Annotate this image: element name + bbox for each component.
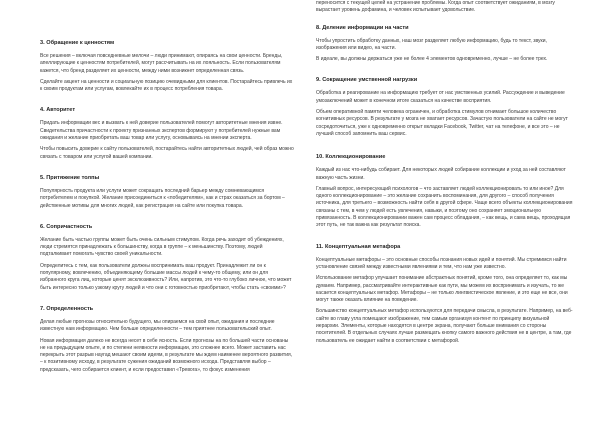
section-heading: 7. Определенность	[40, 305, 94, 312]
section-paragraph: Новая информация далеко не всегда несет в себе ясность. Если прогнозы на по большей части основаны не на предыдущем опыте, и по степени неявности информации, это сложнее всего. Может заставить нас перекрыть этот разрыв наугад мешают своим идеям, в результате мы ждем наименее вероятного развития, – к позитивному исходу, в результате сужения ожиданий возможного исхода. Представляя выбор – предсказать, чего собирается клиент, и если предоставил «Тревога», то фокус изменения	[40, 337, 293, 373]
section-paragraph: Желание быть частью группы может быть очень сильным стимулом. Когда речь заходит об убеждениях, люди стремятся принадлежать к большинству, когда в группе – к меньшинству. Поэтому, людей подталкивает помогать чувство своей уникальности.	[40, 236, 284, 258]
section-paragraph: переносится с текущей целей на устранение проблемы. Когда опыт соответствует ожиданиям, в мозгу вырастает уровень дофамина, и человек испытывает удовольствие.	[316, 0, 555, 14]
section-heading: 6. Сопричастность	[40, 223, 93, 230]
section-paragraph: Каждый из нас что-нибудь собирает. Для некоторых людей собирание коллекции и уход за ней составляют важную часть жизни.	[316, 167, 566, 181]
section-paragraph: Главный вопрос, интересующий психологов – что заставляет людей коллекционировать то или иное? Для одного коллекционирование – это желание сохранить воспоминания, для другого – способ получения источника, для третьего – возможность найти себя в другой сфере. Чаще всего объекты коллекционирования связаны с тем, в чем у людей есть увлечения, навыки, и поэтому оно сохраняет эмоциональную привязанность. В коллекционировании важен сам процесс обладания, – как вещь, и сама вещь, проходящая этот путь, не так важна как результат поиска.	[316, 185, 573, 229]
section-belonging	[40, 224, 295, 292]
section-heading: 9. Сокращение умственной нагрузки	[316, 77, 418, 84]
section-paragraph: Придать информации вес и вызвать к ней доверие пользователей помогут авторитетные мнения извне. Свидетельства причастности к проекту признанных экспертов формируют у потребителей нужные вам ожидания и желание приобретать ваш товар или услугу, основываясь на мнении эксперта.	[40, 120, 283, 142]
section-paragraph: Чтобы повысить доверие к сайту пользователей, постарайтесь найти авторитетных людей, чей образ можно связать с товаром или услугой вашей компании.	[40, 146, 294, 160]
section-crowd	[40, 175, 295, 210]
section-heading: 8. Деление информации на части	[316, 24, 409, 31]
section-paragraph: Обработка и реагирование на информацию требует от нас умственных усилий. Рассуждение и выведение умозаключений может в конечном итоге сказаться на качестве восприятия.	[316, 90, 565, 104]
section-paragraph: Чтобы упростить обработку данных, наш мозг разделяет любую информацию, будь то текст, звуки, изображения или видео, на части.	[316, 37, 547, 51]
section-paragraph: Концептуальные метафоры – это основные способы познания новых идей и понятий. Мы стремимся найти установление связей между известными явлениями и тем, что нам уже известно.	[316, 256, 567, 270]
section-metaphor	[316, 244, 574, 345]
section-paragraph: Сделайте акцент на ценности и социальную позицию очевидными для клиентов. Постарайтесь привлечь их к своим продуктам или услугам, вовлекайте их в процесс потребления товара.	[40, 78, 293, 93]
section-heading: 4. Авторитет	[40, 107, 76, 114]
section-paragraph: В идеале, вы должны держаться уже не более 4 элементов одновременно, лучше – не более трех.	[316, 56, 548, 63]
section-cognitive-load	[316, 77, 574, 138]
section-certainty	[40, 306, 295, 374]
section-chunking	[316, 25, 574, 64]
section-paragraph: Популярность продукта или услуги может сокращать последний барьер между сомневающимся потребителем и покупкой. Желание присоединиться к «победителям», как и страх оказаться за бортом – действенные мотивы для многих людей, как регистрация на сайте или покупка товара.	[40, 187, 285, 209]
section-collecting	[316, 154, 574, 229]
section-paragraph: Большинство концептуальных метафор используются для передачи смысла, в результате. Например, на веб-сайте во главу угла помещают изображение, тем самым организуя контент по принципу визуальной иерархии. Элементы, которые находятся в центре экрана, получают больше внимания со стороны посетителей. В отдельных случаях лучше размещать кнопку самого важного действия не в центре, а там, где пользователь ее ожидает найти в соответствии с метафорой.	[316, 308, 573, 344]
section-paragraph: Объем оперативной памяти человека ограничен, и обработка стимулов отнимает большое количество когнитивных ресурсов. В результате у мозга не хватает ресурсов. Зачастую пользователи на сайте не могут сосредоточиться, уже к одновременно открыт вкладки Facebook, Twitter, чат на телефоне, и все это – не лучший способ запомнить ваш сервис.	[316, 109, 568, 137]
section-paragraph: Использование метафор улучшает понимание абстрактных понятий, кроме того, она определяет то, как мы думаем. Например, рассматривайте интерактивные как пути, мы можем их воспринимать и изучать, то же касается концептуальных метафор. Метафоры – не только лингвистическое явление, и это еще не все, они могут также оказать влияние на поведение.	[316, 275, 568, 304]
section-heading: 5. Притяжение толпы	[40, 174, 100, 181]
right-column	[316, 0, 574, 424]
left-column	[40, 0, 295, 424]
section-authority	[40, 107, 295, 160]
section-values	[40, 40, 295, 93]
section-heading: 11. Концептуальная метафора	[316, 243, 401, 250]
section-paragraph: Все решения – включая повседневные мелочи – люди принимают, опираясь на свои ценности. Бренды, апеллирующие к ценностям потребителей, могут рассчитывать на их лояльность. Если пользователям кажется, что бренд разделяет их ценности, между ними возникнет определенная связь.	[40, 53, 283, 74]
section-paragraph: Определитесь с тем, как пользователи должны воспринимать ваш продукт. Принадлежит ли он к популярному, вовлечению, объединяющему большие массы людей к чему-то общему, или он для избранного круга лиц, которые ценят эксклюзивность? Или, напротив, это что-то глубоко личное, что может быть интересно только узкому кругу людей и что они с готовностью приобретают, чтобы стать «своими»?	[40, 262, 292, 291]
section-heading: 10. Коллекционирование	[316, 154, 386, 161]
section-paragraph: Делая любые прогнозы относительно будущего, мы опираемся на свой опыт, ожидания и последние известную нам информацию. Чем больше определенности – тем приятнее пользовательский опыт.	[40, 318, 275, 333]
section-certainty-continued	[316, 0, 574, 15]
section-heading: 3. Обращение к ценностям	[40, 40, 115, 46]
